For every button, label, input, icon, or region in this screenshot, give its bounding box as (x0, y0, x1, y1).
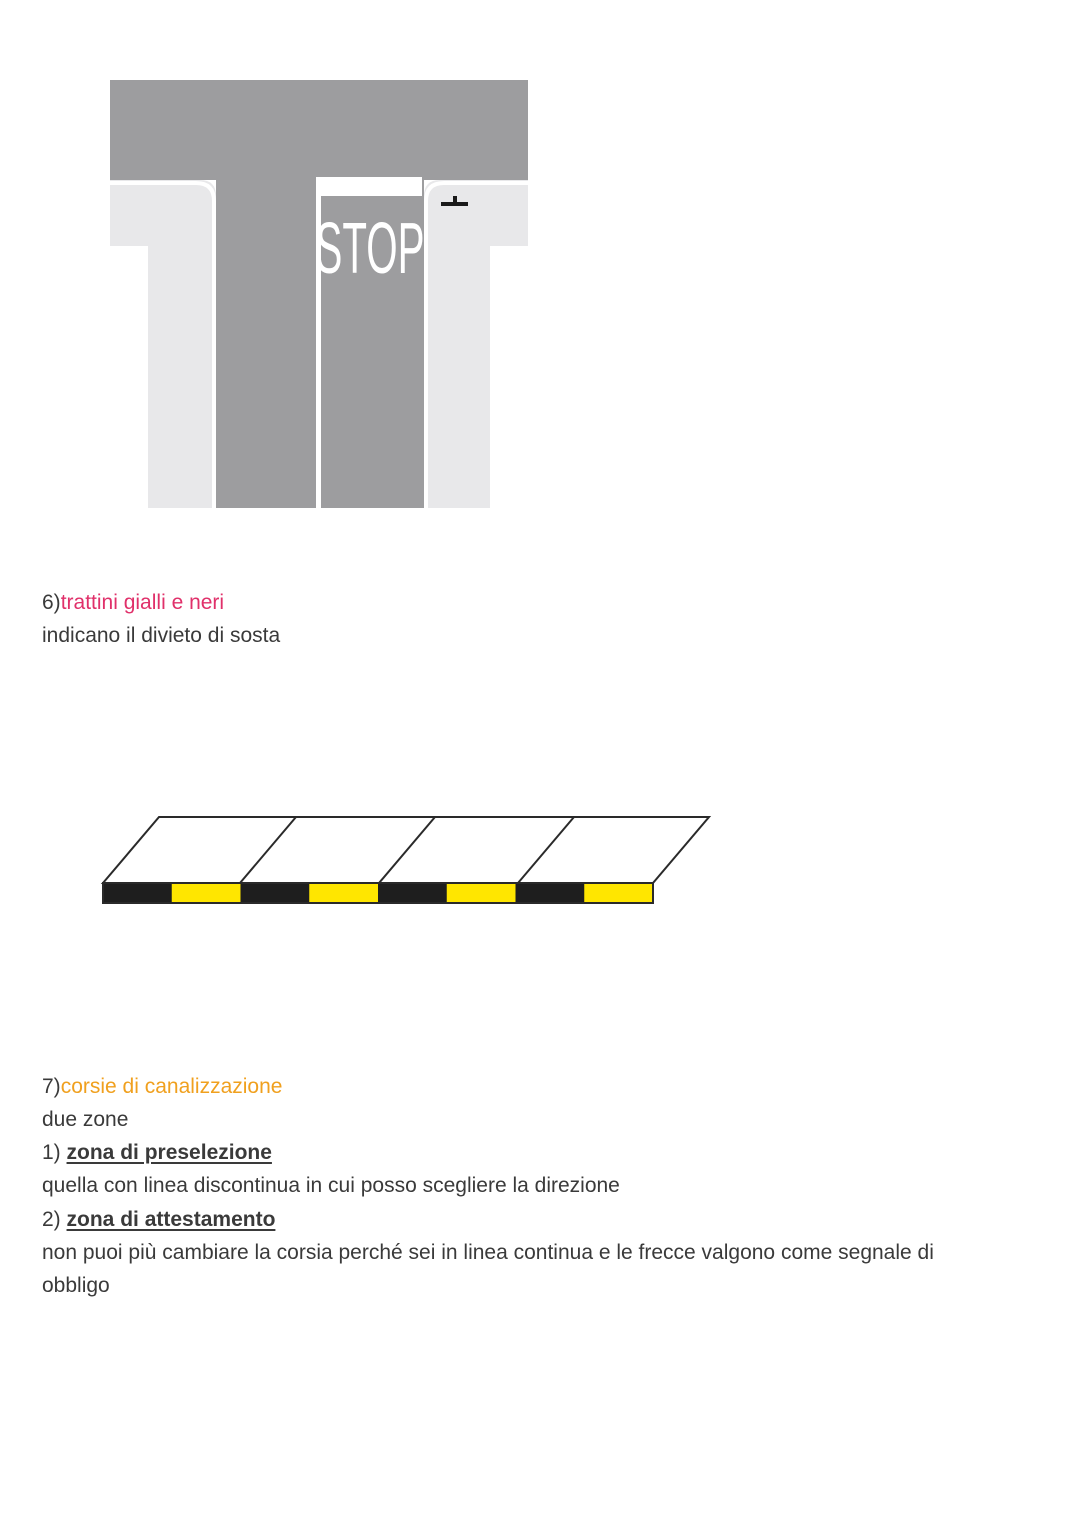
stripe-segment (447, 883, 516, 903)
section-6-title: trattini gialli e neri (60, 591, 225, 614)
section-7-heading (42, 1070, 282, 1103)
zone-1-number: 1) (42, 1141, 61, 1164)
stop-road-marking: STOP (315, 208, 425, 290)
zone-2-description-line-1: non puoi più cambiare la corsia perché sei in linea continua e le frecce valgono come segnale di (42, 1241, 934, 1264)
section-7-number: 7) (42, 1075, 61, 1098)
curb-stripe (103, 883, 654, 903)
section-6-description: indicano il divieto di sosta (42, 624, 281, 647)
stripe-segment (584, 883, 653, 903)
zone-1-description: quella con linea discontinua in cui posso scegliere la direzione (42, 1174, 620, 1197)
zone-1-heading (42, 1136, 272, 1169)
main-road (110, 80, 528, 180)
section-7-intro: due zone (42, 1108, 129, 1131)
stripe-segment (172, 883, 241, 903)
section-7-title: corsie di canalizzazione (60, 1075, 283, 1098)
parking-bay-outline (103, 817, 709, 883)
section-6-number: 6) (42, 591, 61, 614)
stop-sign-symbol (441, 202, 468, 206)
stripe-segment (241, 883, 310, 903)
stripe-segment (378, 883, 447, 903)
zone-2-number: 2) (42, 1208, 61, 1231)
stop-intersection-diagram (110, 80, 528, 508)
yellow-black-stripes-diagram (100, 812, 712, 908)
stripe-segment (309, 883, 378, 903)
zone-2-heading (42, 1203, 275, 1236)
section-6-heading (42, 586, 224, 619)
stop-line (316, 177, 422, 196)
zone-2-name: zona di attestamento (66, 1208, 276, 1231)
stripe-segment (516, 883, 585, 903)
zone-2-description-line-2: obbligo (42, 1274, 110, 1297)
stripe-segment (103, 883, 172, 903)
zone-1-name: zona di preselezione (66, 1141, 272, 1164)
